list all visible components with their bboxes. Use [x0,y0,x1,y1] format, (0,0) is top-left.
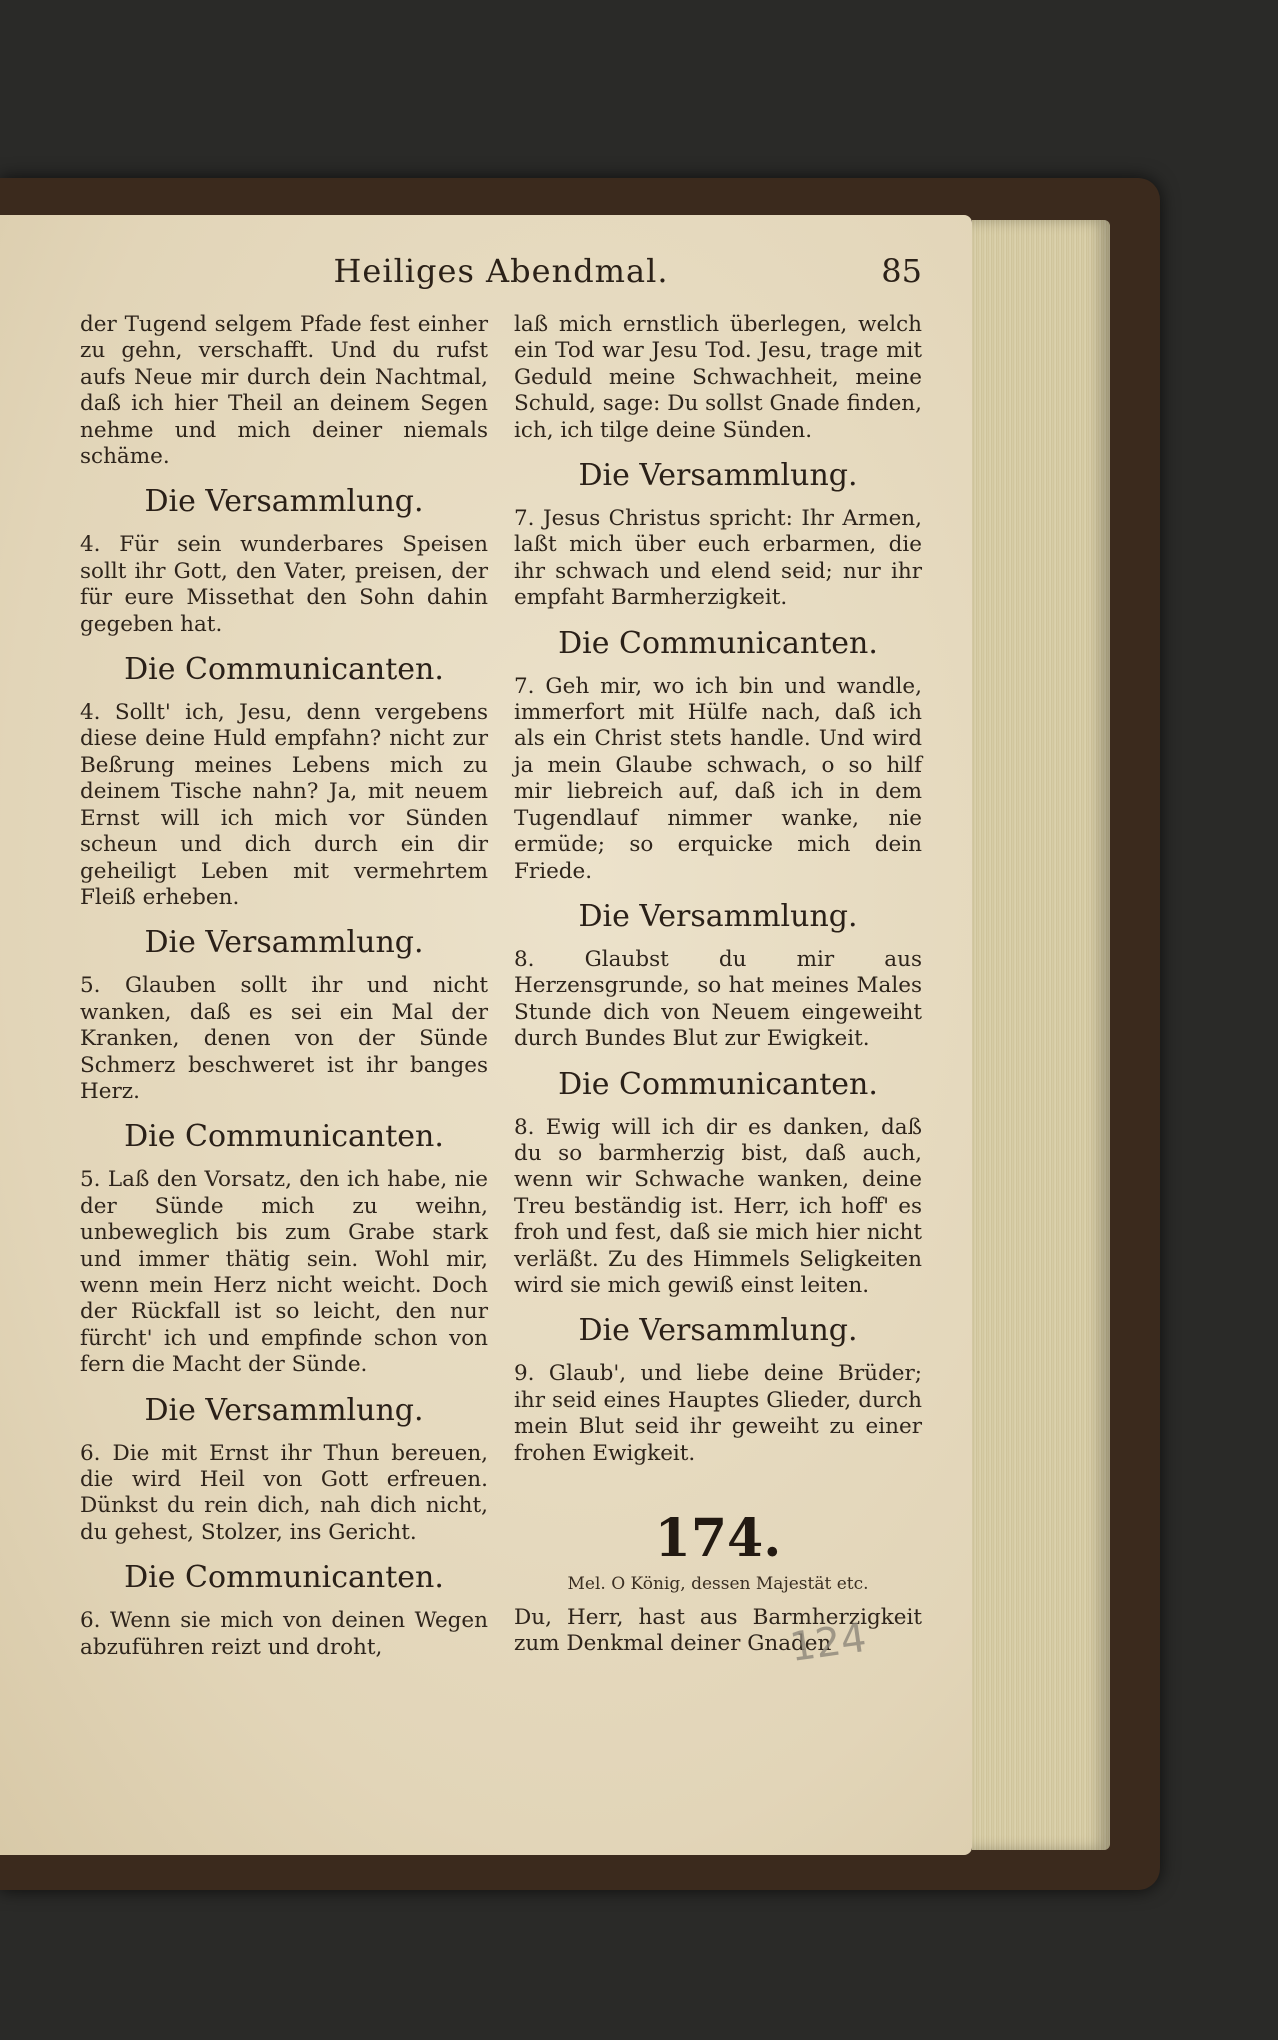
header-title: Heiliges Abendmal. [333,252,669,290]
verse-text: 4. Sollt' ich, Jesu, denn vergebens diese deine Huld empfahn? nicht zur Beßrung meines Lebens mich zu deinem Tische nahn? Ja, mit neuem Ernst will ich mich vor Sünden scheun und dich durch ein dir geheiligt Leben mit vermehrtem Fleiß erheben. [80,700,488,910]
verse-text: 8. Glaubst du mir aus Herzensgrunde, so hat meines Males Stunde dich von Neuem eingeweiht durch Bundes Blut zur Ewigkeit. [514,946,922,1052]
verse-text: Du, Herr, hast aus Barmherzigkeit zum Denkmal deiner Gnaden [514,1605,922,1657]
verse-text: 9. Glaub', und liebe deine Brüder; ihr seid eines Hauptes Glieder, durch mein Blut seid ihr geweiht zu einer frohen Ewigkeit. [514,1361,922,1466]
page-number: 85 [881,252,922,290]
section-heading: Die Versammlung. [144,1392,424,1428]
melody-note: Mel. O König, dessen Majestät etc. [567,1574,869,1594]
verse-text: laß mich ernstlich überlegen, welch ein Tod war Jesu Tod. Jesu, trage mit Geduld meine Schwachheit, meine Schuld, sage: Du sollst Gnade finden, ich, ich tilge deine Sünden. [514,312,922,443]
section-heading: Die Communicanten. [124,1560,444,1596]
verse-text: 6. Wenn sie mich von deinen Wegen abzuführen reizt und droht, [80,1608,488,1660]
section-heading: Die Versammlung. [144,925,424,961]
verse-text: 5. Laß den Vorsatz, den ich habe, nie der Sünde mich zu weihn, unbeweglich bis zum Grabe stark und immer thätig sein. Wohl mir, wenn mein Herz nicht weicht. Doch der Rückfall ist so leicht, den nur fürcht' ich und empfinde schon von fern die Macht der Sünde. [80,1167,488,1378]
verse-text: 7. Geh mir, wo ich bin und wandle, immerfort mit Hülfe nach, daß ich als ein Christ stets handle. Und wird ja mein Glaube schwach, o so hilf mir liebreich auf, daß ich in dem Tugendlauf nimmer wanke, nie ermüde; so erquicke mich dein Friede. [514,673,922,884]
page-edges [972,220,1110,1850]
verse-text: 6. Die mit Ernst ihr Thun bereuen, die wird Heil von Gott erfreuen. Dünkst du rein dich, nah dich nicht, du gehest, Stolzer, ins Gericht. [80,1440,488,1545]
left-column [80,312,488,1661]
pencil-annotation: 124 [787,1614,870,1672]
section-heading: Die Communicanten. [124,1119,444,1155]
section-heading: Die Versammlung. [578,1313,858,1349]
section-heading: Die Communicanten. [558,625,878,661]
verse-text: 5. Glauben sollt ihr und nicht wanken, daß es sei ein Mal der Kranken, denen von der Sünde Schmerz beschweret ist ihr banges Herz. [80,973,488,1104]
verse-text: 4. Für sein wunderbares Speisen sollt ihr Gott, den Vater, preisen, der für eure Missethat den Sohn dahin gegeben hat. [80,532,488,637]
verse-text: 8. Ewig will ich dir es danken, daß du so barmherzig bist, daß auch, wenn wir Schwache wanken, deine Treu beständig ist. Herr, ich hoff' es froh und fest, daß sie mich hier nicht verläßt. Zu des Himmels Seligkeiten wird sie mich gewiß einst leiten. [514,1114,922,1298]
hymn-number: 174. [654,1508,782,1569]
section-heading: Die Versammlung. [578,898,858,934]
section-heading: Die Communicanten. [558,1066,878,1102]
section-heading: Die Versammlung. [144,484,424,520]
running-header [80,252,922,298]
verse-text: 7. Jesus Christus spricht: Ihr Armen, laßt mich über euch erbarmen, die ihr schwach und elend seid; nur ihr empfaht Barmherzigkeit. [514,506,922,611]
right-column [514,312,922,1658]
section-heading: Die Communicanten. [124,652,444,688]
section-heading: Die Versammlung. [578,458,858,494]
verse-text: der Tugend selgem Pfade fest einher zu gehn, verschafft. Und du rufst aufs Neue mir durch dein Nachtmal, daß ich hier Theil an deinem Segen nehme und mich deiner niemals schäme. [80,312,488,470]
